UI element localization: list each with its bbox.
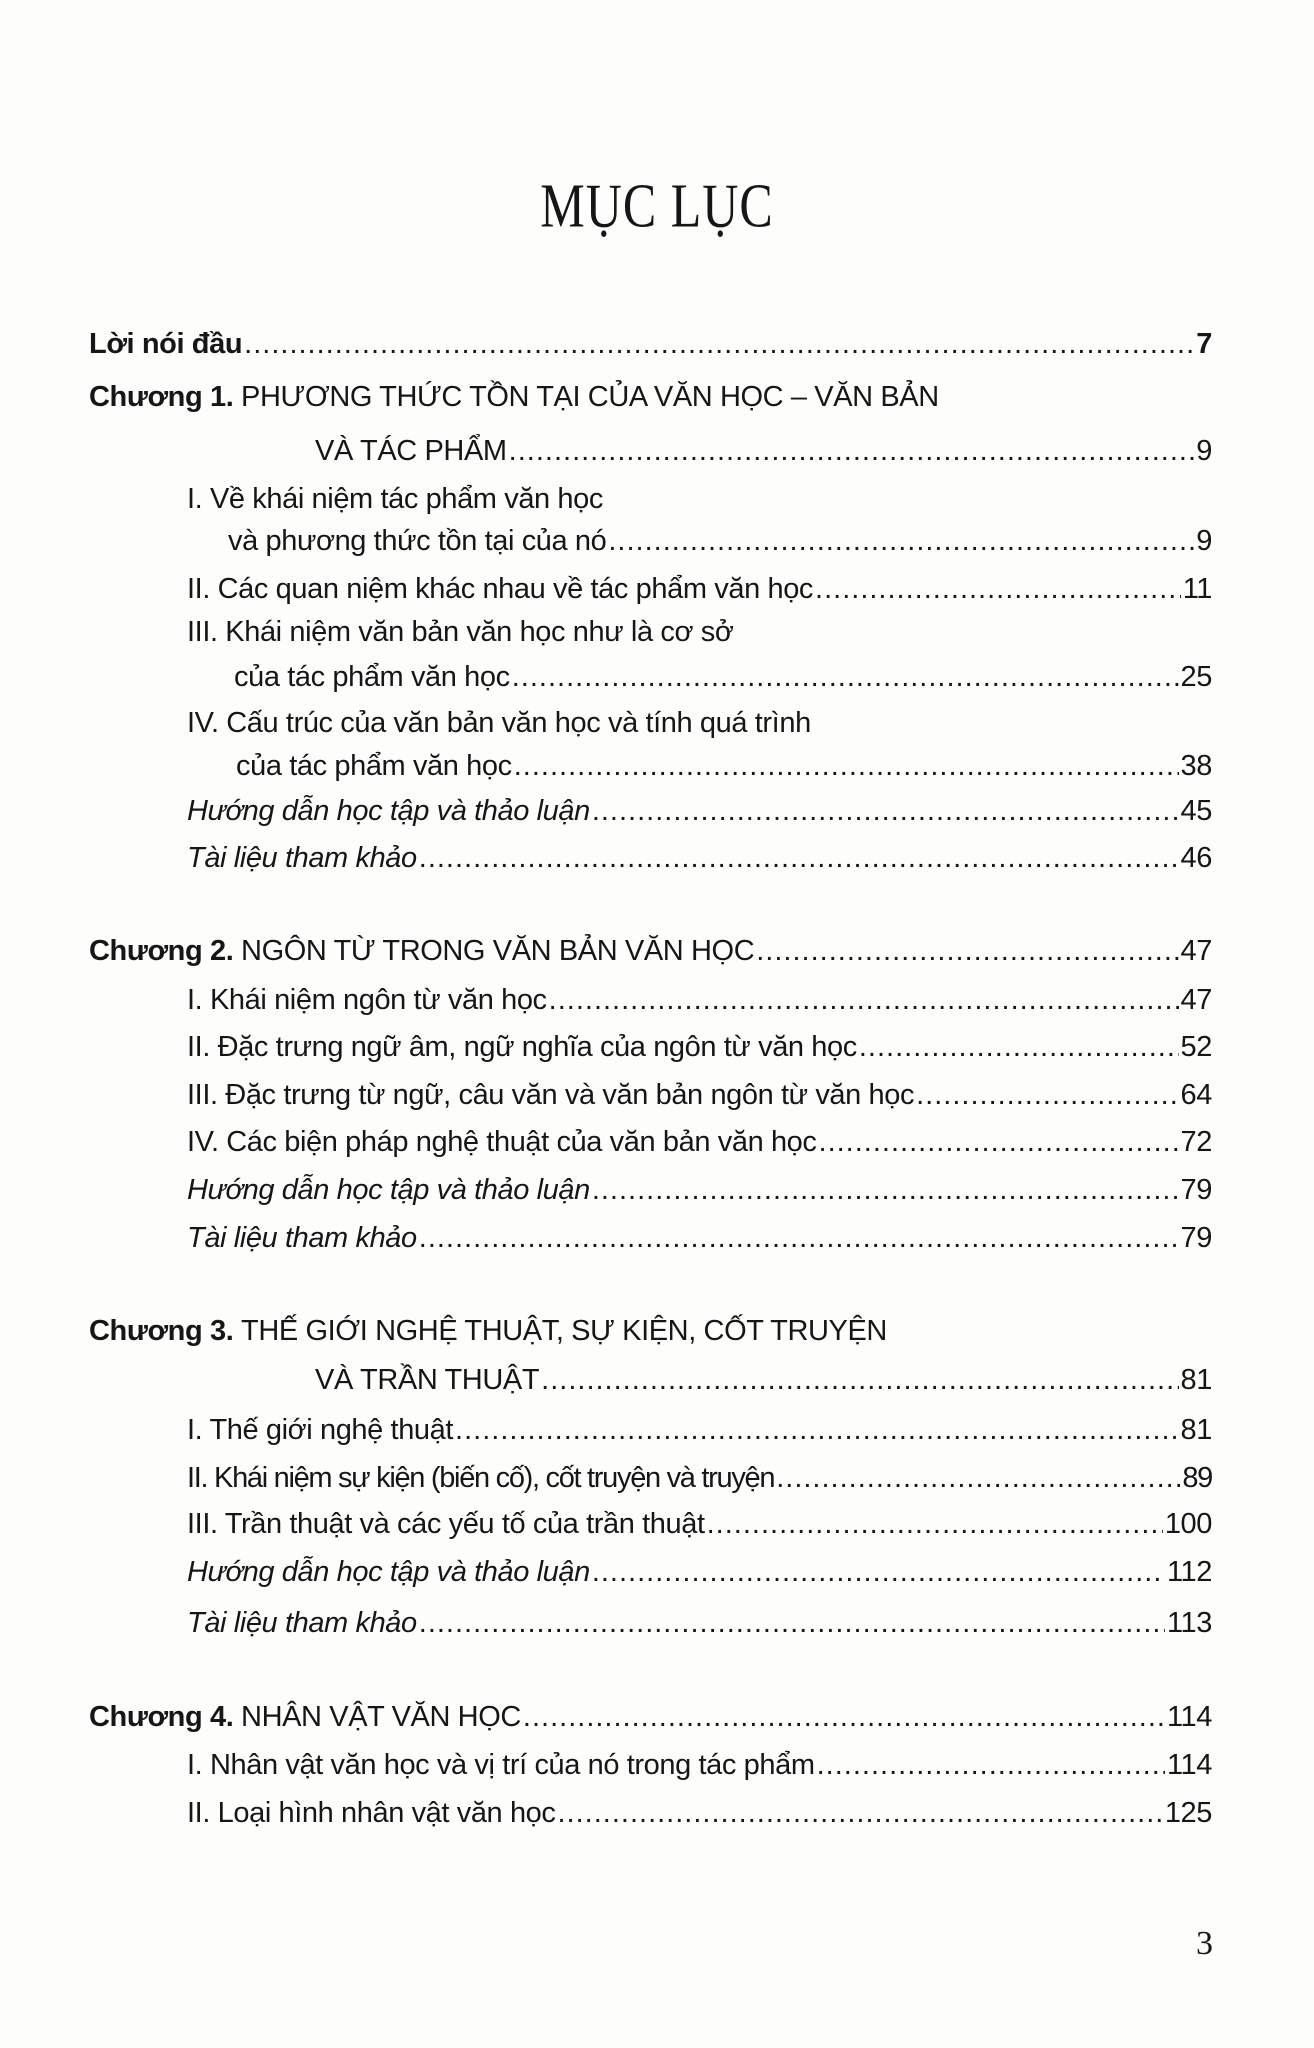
- chapter-title-cont: VÀ TÁC PHẨM: [315, 435, 507, 467]
- leader-dots: [509, 433, 1195, 469]
- leader-dots: [558, 1795, 1163, 1831]
- toc-label: và phương thức tồn tại của nó: [228, 525, 607, 557]
- toc-page: 81: [1180, 1414, 1212, 1446]
- leader-dots: [608, 523, 1194, 559]
- toc-entry-references[interactable]: [187, 840, 1212, 876]
- toc-label: III. Đặc trưng từ ngữ, câu văn và văn bản ngôn từ văn học: [187, 1079, 915, 1111]
- toc-page: 81: [1180, 1364, 1212, 1396]
- leader-dots: [455, 1412, 1178, 1448]
- toc-page: 52: [1180, 1031, 1212, 1063]
- leader-dots: [916, 1077, 1178, 1113]
- toc-entry[interactable]: [187, 1124, 1212, 1160]
- toc-chapter-1-title-cont[interactable]: [315, 433, 1212, 469]
- toc-entry-guide[interactable]: [187, 1554, 1212, 1590]
- toc-label: Tài liệu tham khảo: [187, 1607, 417, 1639]
- leader-dots: [859, 1029, 1179, 1065]
- toc-chapter-3-title-cont[interactable]: [315, 1362, 1212, 1398]
- toc-page: 114: [1166, 1701, 1212, 1733]
- leader-dots: [244, 326, 1194, 362]
- toc-label: I. Khái niệm ngôn từ văn học: [187, 984, 547, 1016]
- toc-entry-preface[interactable]: [89, 326, 1212, 362]
- toc-page: 114: [1166, 1749, 1212, 1781]
- toc-entry[interactable]: [187, 1029, 1212, 1065]
- chapter-title: THẾ GIỚI NGHỆ THUẬT, SỰ KIỆN, CỐT TRUYỆN: [241, 1315, 887, 1347]
- leader-dots: [419, 1220, 1179, 1256]
- toc-page: 45: [1180, 795, 1212, 827]
- toc-label: Lời nói đầu: [89, 328, 243, 360]
- leader-dots: [514, 748, 1179, 784]
- toc-label: I. Về khái niệm tác phẩm văn học: [187, 483, 603, 515]
- page-number: 3: [1196, 1925, 1213, 1962]
- toc-entry[interactable]: [187, 705, 811, 741]
- leader-dots: [776, 1460, 1180, 1496]
- toc-entry[interactable]: [187, 571, 1212, 607]
- toc-label: Tài liệu tham khảo: [187, 1222, 417, 1254]
- toc-page: 64: [1180, 1079, 1212, 1111]
- toc-entry[interactable]: [187, 1460, 1212, 1496]
- toc-page: 100: [1164, 1508, 1212, 1540]
- leader-dots: [592, 793, 1179, 829]
- toc-entry[interactable]: [187, 1077, 1212, 1113]
- leader-dots: [523, 1699, 1165, 1735]
- toc-page: 89: [1182, 1462, 1212, 1494]
- leader-dots: [512, 659, 1179, 695]
- toc-page: 11: [1182, 573, 1212, 605]
- toc-entry-guide[interactable]: [187, 1172, 1212, 1208]
- toc-page: 38: [1180, 750, 1212, 782]
- toc-entry[interactable]: [187, 982, 1212, 1018]
- toc-label: của tác phẩm văn học: [234, 661, 510, 693]
- toc-label: I. Nhân vật văn học và vị trí của nó trong tác phẩm: [187, 1749, 815, 1781]
- leader-dots: [592, 1554, 1165, 1590]
- toc-label: Tài liệu tham khảo: [187, 842, 417, 874]
- toc-page: 79: [1180, 1174, 1212, 1206]
- toc-label: II. Loại hình nhân vật văn học: [187, 1797, 556, 1829]
- toc-label: I. Thế giới nghệ thuật: [187, 1414, 454, 1446]
- chapter-number: Chương 2.: [89, 935, 234, 967]
- toc-page: 9: [1196, 525, 1212, 557]
- toc-page: 79: [1180, 1222, 1212, 1254]
- toc-chapter-2-title[interactable]: [89, 933, 1212, 969]
- leader-dots: [819, 1124, 1179, 1160]
- leader-dots: [817, 1747, 1165, 1783]
- leader-dots: [592, 1172, 1179, 1208]
- chapter-title: PHƯƠNG THỨC TỒN TẠI CỦA VĂN HỌC – VĂN BẢN: [241, 381, 939, 413]
- chapter-title: NHÂN VẬT VĂN HỌC: [241, 1701, 521, 1733]
- toc-chapter-4-title[interactable]: [89, 1699, 1212, 1735]
- toc-entry[interactable]: [187, 614, 733, 650]
- toc-label: Hướng dẫn học tập và thảo luận: [187, 1556, 590, 1588]
- leader-dots: [419, 1605, 1165, 1641]
- toc-entry-references[interactable]: [187, 1220, 1212, 1256]
- toc-label: của tác phẩm văn học: [236, 750, 512, 782]
- toc-label: II. Khái niệm sự kiện (biến cố), cốt truyện và truyện: [187, 1462, 775, 1494]
- leader-dots: [549, 982, 1179, 1018]
- toc-page: 47: [1180, 935, 1212, 967]
- chapter-title-cont: VÀ TRẦN THUẬT: [315, 1364, 540, 1396]
- toc-page: 9: [1196, 435, 1212, 467]
- toc-chapter-1-title[interactable]: [89, 379, 939, 415]
- toc-entry-cont[interactable]: [234, 659, 1212, 695]
- leader-dots: [419, 840, 1179, 876]
- toc-entry[interactable]: [187, 1506, 1212, 1542]
- toc-label: II. Các quan niệm khác nhau về tác phẩm văn học: [187, 573, 814, 605]
- toc-label: II. Đặc trưng ngữ âm, ngữ nghĩa của ngôn từ văn học: [187, 1031, 857, 1063]
- leader-dots: [541, 1362, 1178, 1398]
- toc-label: Hướng dẫn học tập và thảo luận: [187, 795, 590, 827]
- toc-entry[interactable]: [187, 1747, 1212, 1783]
- toc-page: 72: [1180, 1126, 1212, 1158]
- toc-entry-cont[interactable]: [236, 748, 1212, 784]
- toc-page: 112: [1166, 1556, 1212, 1588]
- toc-page: 47: [1180, 984, 1212, 1016]
- toc-label: Hướng dẫn học tập và thảo luận: [187, 1174, 590, 1206]
- chapter-number: Chương 4.: [89, 1701, 234, 1733]
- toc-label: III. Khái niệm văn bản văn học như là cơ sở: [187, 616, 734, 648]
- toc-chapter-3-title[interactable]: [89, 1313, 887, 1349]
- toc-label: III. Trần thuật và các yếu tố của trần thuật: [187, 1508, 705, 1540]
- toc-page: 46: [1180, 842, 1212, 874]
- toc-page: 125: [1164, 1797, 1212, 1829]
- toc-entry-cont[interactable]: [228, 523, 1212, 559]
- page-title: MỤC LỤC: [540, 170, 774, 240]
- toc-entry[interactable]: [187, 481, 603, 517]
- chapter-number: Chương 3.: [89, 1315, 234, 1347]
- toc-page: 113: [1166, 1607, 1212, 1639]
- leader-dots: [707, 1506, 1163, 1542]
- toc-entry[interactable]: [187, 1412, 1212, 1448]
- toc-page: 25: [1180, 661, 1212, 693]
- toc-entry-guide[interactable]: [187, 793, 1212, 829]
- toc-page: 7: [1196, 328, 1212, 360]
- leader-dots: [815, 571, 1181, 607]
- toc-label: IV. Các biện pháp nghệ thuật của văn bản văn học: [187, 1126, 817, 1158]
- toc-entry-references[interactable]: [187, 1605, 1212, 1641]
- toc-label: IV. Cấu trúc của văn bản văn học và tính quá trình: [187, 707, 811, 739]
- chapter-number: Chương 1.: [89, 381, 234, 413]
- leader-dots: [756, 933, 1178, 969]
- toc-entry[interactable]: [187, 1795, 1212, 1831]
- chapter-title: NGÔN TỪ TRONG VĂN BẢN VĂN HỌC: [241, 935, 755, 967]
